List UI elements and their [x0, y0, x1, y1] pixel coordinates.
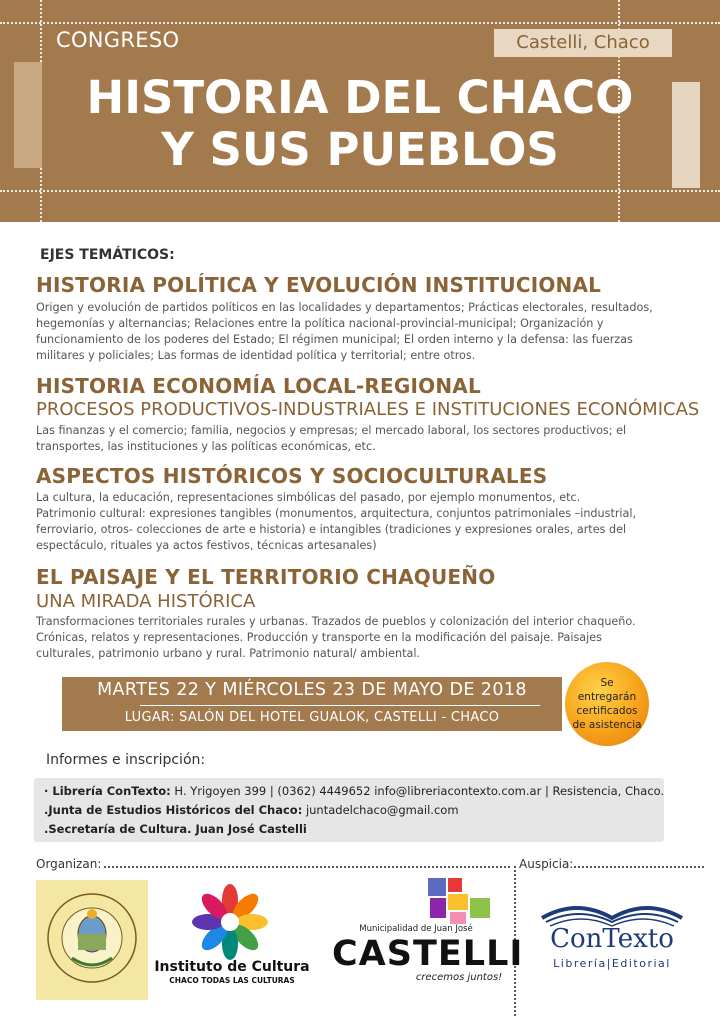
instituto-tagline: CHACO TODAS LAS CULTURAS	[169, 976, 295, 985]
section-title: EL PAISAJE Y EL TERRITORIO CHAQUEÑO	[36, 565, 496, 589]
organizan-label: Organizan:	[36, 857, 102, 871]
header-dotted-line	[0, 190, 720, 192]
title-line-2: Y SUS PUEBLOS	[161, 123, 559, 176]
contact-org-name: .Secretaría de Cultura. Juan José Castelli	[44, 822, 307, 836]
text-line: militares y policiales; Las formas de identidad política y territorial; entre otros.	[36, 349, 476, 362]
contact-org-name: · Librería ConTexto:	[44, 784, 171, 798]
section-title: HISTORIA ECONOMÍA LOCAL-REGIONAL	[36, 374, 481, 398]
section-text	[36, 300, 690, 364]
section-text	[36, 490, 690, 554]
date-divider	[140, 705, 540, 706]
contact-email: juntadelchaco@gmail.com	[302, 803, 459, 817]
junta-seal-logo	[36, 880, 148, 1000]
text-line: La cultura, la educación, representaciones simbólicas del pasado, por ejemplo monumentos, etc.	[36, 491, 581, 504]
auspicia-label: Auspicia:	[519, 857, 574, 871]
contexto-tagline: Librería|Editorial	[553, 957, 671, 970]
section-subtitle: UNA MIRADA HISTÓRICA	[36, 591, 256, 612]
text-line: Origen y evolución de partidos políticos en las localidades y departamentos; Prácticas electorales, resultados,	[36, 301, 653, 314]
event-type: CONGRESO	[56, 28, 180, 52]
section-text	[36, 614, 690, 662]
text-line: Patrimonio cultural: expresiones tangibles (monumentos, arquitectura, conjuntos patrimoniales –industrial,	[36, 507, 637, 520]
section-text	[36, 423, 690, 455]
section-title: HISTORIA POLÍTICA Y EVOLUCIÓN INSTITUCIONAL	[36, 273, 602, 297]
section-title: ASPECTOS HISTÓRICOS Y SOCIOCULTURALES	[36, 464, 548, 488]
text-line: ferroviario, otros- colecciones de arte e historia) e intangibles (tradiciones y expresiones orales, artes del	[36, 523, 627, 536]
event-date: MARTES 22 Y MIÉRCOLES 23 DE MAYO DE 2018	[97, 680, 527, 700]
contact-org-name: .Junta de Estudios Históricos del Chaco:	[44, 803, 303, 817]
event-location: Castelli, Chaco	[494, 29, 672, 57]
dotted-separator	[104, 866, 510, 868]
contact-details: H. Yrigoyen 399 | (0362) 4449652 info@libreriacontexto.com.ar | Resistencia, Chaco.	[170, 784, 665, 798]
text-line: hegemonías y alternancias; Relaciones entre la política nacional-provincial-municipal; Organización y	[36, 317, 604, 330]
text-line: Transformaciones territoriales rurales y urbanas. Trazados de pueblos y colonización del interior chaqueño.	[36, 615, 636, 628]
contact-junta	[44, 803, 459, 817]
text-line: transportes, las instituciones y las políticas económicas, etc.	[36, 440, 376, 453]
header-dotted-line	[0, 22, 720, 24]
contact-secretaria	[44, 822, 307, 836]
contact-libreria	[44, 784, 664, 798]
castelli-slogan: crecemos juntos!	[415, 972, 503, 983]
instituto-name: Instituto de Cultura	[154, 959, 310, 975]
dotted-separator	[574, 866, 704, 868]
text-line: Las finanzas y el comercio; familia, negocios y empresas; el mercado laboral, los sectores productivos; el	[36, 424, 627, 437]
text-line: culturales, patrimonio urbano y rural. Patrimonio natural/ ambiental.	[36, 647, 420, 660]
castelli-wordmark: CASTELLI	[332, 934, 524, 974]
text-line: Crónicas, relatos y representaciones. Producción y transporte en la modificación del paisaje. Paisajes	[36, 631, 602, 644]
text-line: espectáculo, rituales ya actos festivos, técnicas artesanales)	[36, 539, 377, 552]
page-title	[30, 72, 690, 176]
certificate-badge: Se entregarán certificados de asistencia	[565, 662, 649, 746]
contact-heading: Informes e inscripción:	[46, 752, 206, 768]
title-line-1: HISTORIA DEL CHACO	[86, 71, 634, 124]
text-line: funcionamiento de los poderes del Estado; El régimen municipal; El orden interno y la defensa: las fuerzas	[36, 333, 633, 346]
ejes-heading: EJES TEMÁTICOS:	[40, 247, 175, 263]
event-venue: LUGAR: SALÓN DEL HOTEL GUALOK, CASTELLI - CHACO	[124, 710, 500, 725]
section-subtitle: PROCESOS PRODUCTIVOS-INDUSTRIALES E INSTITUCIONES ECONÓMICAS	[36, 399, 700, 420]
municipalidad-label: Municipalidad de Juan José	[359, 924, 473, 934]
contexto-name: ConTexto	[550, 924, 674, 954]
